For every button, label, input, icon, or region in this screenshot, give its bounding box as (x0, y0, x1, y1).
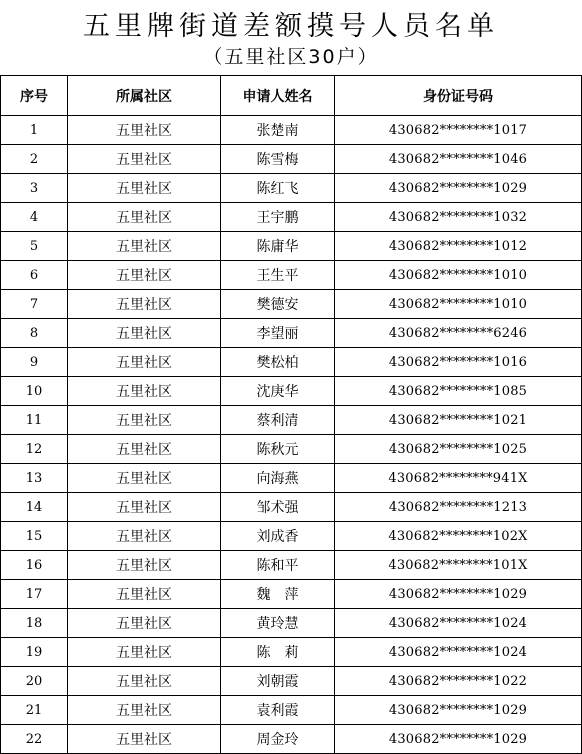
row-applicant-name: 王生平 (221, 261, 335, 290)
row-applicant-name: 陈秋元 (221, 435, 335, 464)
row-applicant-name: 邹术强 (221, 493, 335, 522)
table-row (1, 174, 582, 203)
table-row (1, 609, 582, 638)
row-community: 五里社区 (68, 609, 221, 638)
table-row (1, 290, 582, 319)
row-id-number: 430682********1024 (335, 638, 582, 667)
row-community: 五里社区 (68, 522, 221, 551)
row-id-number: 430682********1021 (335, 406, 582, 435)
column-header-applicant-name: 申请人姓名 (221, 76, 335, 116)
row-applicant-name: 黄玲慧 (221, 609, 335, 638)
row-index: 16 (1, 551, 68, 580)
row-index: 2 (1, 145, 68, 174)
row-applicant-name: 沈庚华 (221, 377, 335, 406)
row-index: 1 (1, 116, 68, 145)
row-index: 12 (1, 435, 68, 464)
row-applicant-name: 陈和平 (221, 551, 335, 580)
row-community: 五里社区 (68, 493, 221, 522)
row-id-number: 430682********941X (335, 464, 582, 493)
row-applicant-name: 魏 萍 (221, 580, 335, 609)
row-id-number: 430682********1016 (335, 348, 582, 377)
column-header-id-number: 身份证号码 (335, 76, 582, 116)
table-row (1, 377, 582, 406)
row-applicant-name: 刘朝霞 (221, 667, 335, 696)
row-community: 五里社区 (68, 145, 221, 174)
roster-table (0, 75, 582, 754)
row-index: 17 (1, 580, 68, 609)
row-community: 五里社区 (68, 348, 221, 377)
row-id-number: 430682********102X (335, 522, 582, 551)
row-id-number: 430682********1029 (335, 580, 582, 609)
table-row (1, 145, 582, 174)
table-row (1, 464, 582, 493)
row-id-number: 430682********1012 (335, 232, 582, 261)
row-community: 五里社区 (68, 232, 221, 261)
table-row (1, 406, 582, 435)
row-id-number: 430682********1032 (335, 203, 582, 232)
row-applicant-name: 李望丽 (221, 319, 335, 348)
column-header-index: 序号 (1, 76, 68, 116)
table-header-row (1, 76, 582, 116)
row-id-number: 430682********1029 (335, 725, 582, 754)
row-index: 20 (1, 667, 68, 696)
row-community: 五里社区 (68, 464, 221, 493)
table-row (1, 522, 582, 551)
row-id-number: 430682********1029 (335, 174, 582, 203)
row-applicant-name: 周金玲 (221, 725, 335, 754)
row-index: 3 (1, 174, 68, 203)
row-id-number: 430682********1017 (335, 116, 582, 145)
row-index: 10 (1, 377, 68, 406)
row-index: 14 (1, 493, 68, 522)
row-applicant-name: 陈雪梅 (221, 145, 335, 174)
row-id-number: 430682********1024 (335, 609, 582, 638)
row-id-number: 430682********1022 (335, 667, 582, 696)
table-row (1, 551, 582, 580)
row-community: 五里社区 (68, 174, 221, 203)
row-id-number: 430682********1213 (335, 493, 582, 522)
row-community: 五里社区 (68, 638, 221, 667)
column-header-community: 所属社区 (68, 76, 221, 116)
row-community: 五里社区 (68, 290, 221, 319)
table-row (1, 725, 582, 754)
row-applicant-name: 蔡利清 (221, 406, 335, 435)
row-applicant-name: 陈红飞 (221, 174, 335, 203)
row-index: 22 (1, 725, 68, 754)
table-row (1, 232, 582, 261)
table-row (1, 261, 582, 290)
row-index: 21 (1, 696, 68, 725)
row-community: 五里社区 (68, 261, 221, 290)
row-index: 18 (1, 609, 68, 638)
row-community: 五里社区 (68, 116, 221, 145)
page-subtitle: （五里社区30户） (203, 46, 379, 68)
row-community: 五里社区 (68, 406, 221, 435)
row-index: 5 (1, 232, 68, 261)
row-index: 4 (1, 203, 68, 232)
row-community: 五里社区 (68, 667, 221, 696)
row-applicant-name: 王宇鹏 (221, 203, 335, 232)
row-id-number: 430682********1029 (335, 696, 582, 725)
table-row (1, 696, 582, 725)
row-index: 7 (1, 290, 68, 319)
row-applicant-name: 陈 莉 (221, 638, 335, 667)
row-applicant-name: 樊松柏 (221, 348, 335, 377)
row-index: 13 (1, 464, 68, 493)
row-applicant-name: 向海燕 (221, 464, 335, 493)
table-row (1, 638, 582, 667)
row-community: 五里社区 (68, 551, 221, 580)
row-index: 19 (1, 638, 68, 667)
table-row (1, 203, 582, 232)
row-community: 五里社区 (68, 377, 221, 406)
row-id-number: 430682********1046 (335, 145, 582, 174)
row-community: 五里社区 (68, 203, 221, 232)
row-applicant-name: 袁利霞 (221, 696, 335, 725)
table-row (1, 435, 582, 464)
row-id-number: 430682********1025 (335, 435, 582, 464)
row-index: 15 (1, 522, 68, 551)
row-community: 五里社区 (68, 435, 221, 464)
row-id-number: 430682********1010 (335, 261, 582, 290)
row-community: 五里社区 (68, 580, 221, 609)
table-row (1, 116, 582, 145)
row-id-number: 430682********6246 (335, 319, 582, 348)
row-community: 五里社区 (68, 725, 221, 754)
table-row (1, 348, 582, 377)
row-index: 9 (1, 348, 68, 377)
row-id-number: 430682********101X (335, 551, 582, 580)
row-community: 五里社区 (68, 696, 221, 725)
table-row (1, 319, 582, 348)
page-title: 五里牌街道差额摸号人员名单 (83, 11, 499, 42)
row-index: 11 (1, 406, 68, 435)
row-applicant-name: 张楚南 (221, 116, 335, 145)
row-index: 6 (1, 261, 68, 290)
row-id-number: 430682********1010 (335, 290, 582, 319)
row-applicant-name: 刘成香 (221, 522, 335, 551)
table-row (1, 667, 582, 696)
row-community: 五里社区 (68, 319, 221, 348)
row-id-number: 430682********1085 (335, 377, 582, 406)
row-applicant-name: 樊德安 (221, 290, 335, 319)
row-index: 8 (1, 319, 68, 348)
table-row (1, 493, 582, 522)
table-row (1, 580, 582, 609)
row-applicant-name: 陈庸华 (221, 232, 335, 261)
